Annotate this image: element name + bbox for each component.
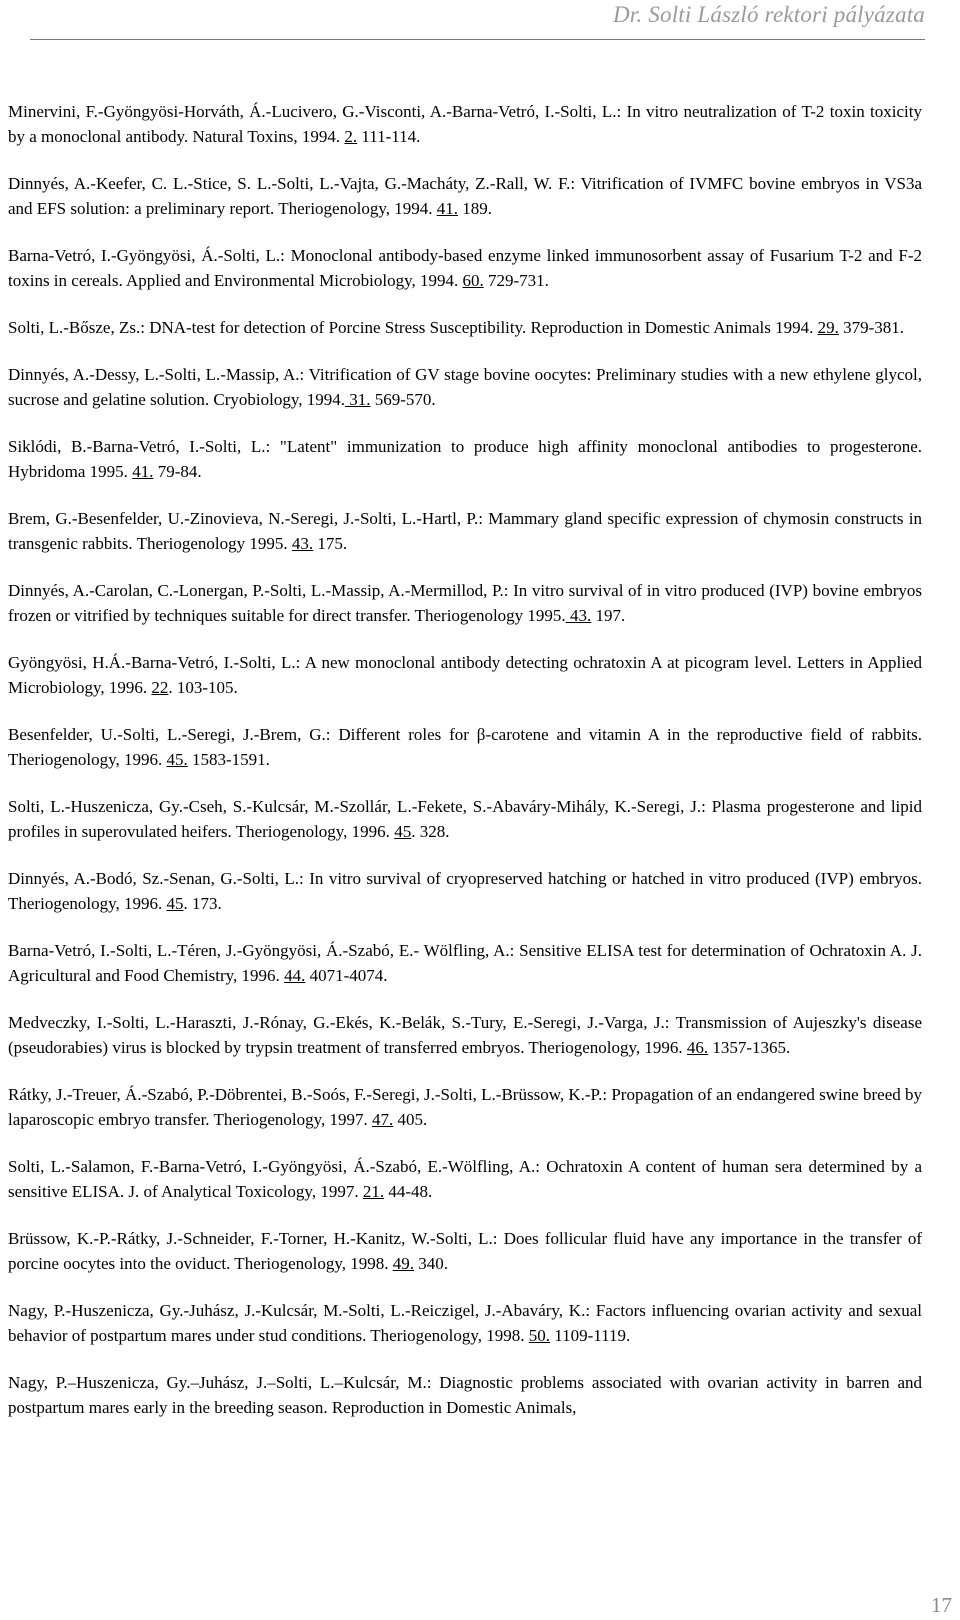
reference-volume: 43. [565, 606, 592, 625]
reference-volume: 41. [436, 199, 458, 218]
reference-text: Brüssow, K.-P.-Rátky, J.-Schneider, F.-Torner, H.-Kanitz, W.-Solti, L.: Does follicular fluid have any importance in the transfer of porcine oocytes into the oviduct. Theriogenology, 1998. [8, 1229, 922, 1273]
reference-text: Nagy, P.–Huszenicza, Gy.–Juhász, J.–Solti, L.–Kulcsár, M.: Diagnostic problems associated with ovarian activity in barren and postpartum mares early in the breeding season. Reproduction in Domestic Animals, [8, 1373, 922, 1417]
reference-volume: 45 [394, 822, 412, 841]
reference-volume: 43. [291, 534, 314, 553]
reference-volume: 31. [344, 390, 371, 409]
reference-volume: 50. [528, 1326, 551, 1345]
reference-pages: 379-381. [838, 318, 905, 337]
reference-volume: 21. [362, 1182, 385, 1201]
header-title: Dr. Solti László rektori pályázata [613, 2, 925, 27]
reference-text: Dinnyés, A.-Carolan, C.-Lonergan, P.-Solti, L.-Massip, A.-Mermillod, P.: In vitro survival of in vitro produced (IVP) bovine embryos frozen or vitrified by techniques suitable for direct transfer. Theriogenology 1995. [8, 581, 922, 625]
reference-item [8, 99, 922, 149]
reference-item [8, 434, 922, 484]
reference-text: Rátky, J.-Treuer, Á.-Szabó, P.-Döbrentei, B.-Soós, F.-Seregi, J.-Solti, L.-Brüssow, K.-P.: Propagation of an endangered swine breed by laparoscopic embryo transfer. Theriogenology, 1997. [8, 1085, 922, 1129]
reference-pages: . 328. [411, 822, 450, 841]
reference-item [8, 1010, 922, 1060]
reference-item [8, 171, 922, 221]
reference-item [8, 866, 922, 916]
reference-text: Dinnyés, A.-Bodó, Sz.-Senan, G.-Solti, L.: In vitro survival of cryopreserved hatching or hatched in vitro produced (IVP) embryos. Theriogenology, 1996. [8, 869, 922, 913]
reference-pages: 1357-1365. [708, 1038, 791, 1057]
reference-volume: 2. [344, 127, 358, 146]
reference-text: Dinnyés, A.-Keefer, C. L.-Stice, S. L.-Solti, L.-Vajta, G.-Macháty, Z.-Rall, W. F.: Vitrification of IVMFC bovine embryos in VS3a and EFS solution: a preliminary report. Theriogenology, 1994. [8, 174, 922, 218]
reference-item [8, 578, 922, 628]
reference-volume: 46. [686, 1038, 709, 1057]
reference-pages: 405. [393, 1110, 428, 1129]
reference-item [8, 506, 922, 556]
reference-pages: 340. [414, 1254, 449, 1273]
reference-item [8, 722, 922, 772]
reference-pages: 729-731. [483, 271, 549, 290]
reference-item [8, 315, 922, 340]
reference-volume: 41. [132, 462, 154, 481]
reference-volume: 44. [284, 966, 306, 985]
reference-volume: 49. [392, 1254, 415, 1273]
reference-pages: . 173. [183, 894, 222, 913]
reference-item [8, 794, 922, 844]
reference-pages: . 103-105. [168, 678, 238, 697]
reference-text: Solti, L.-Bősze, Zs.: DNA-test for detection of Porcine Stress Susceptibility. Reproduction in Domestic Animals 1994. [8, 318, 818, 337]
reference-pages: 111-114. [357, 127, 421, 146]
reference-volume: 29. [817, 318, 839, 337]
reference-text: Medveczky, I.-Solti, L.-Haraszti, J.-Rónay, G.-Ekés, K.-Belák, S.-Tury, E.-Seregi, J.-Varga, J.: Transmission of Aujeszky's disease (pseudorabies) virus is blocked by trypsin treatment of transferred embryos. Theriogenology, 1996. [8, 1013, 922, 1057]
reference-volume: 45 [166, 894, 184, 913]
reference-item [8, 1298, 922, 1348]
reference-text: Gyöngyösi, H.Á.-Barna-Vetró, I.-Solti, L.: A new monoclonal antibody detecting ochratoxin A at picogram level. Letters in Applied Microbiology, 1996. [8, 653, 922, 697]
reference-pages: 175. [313, 534, 348, 553]
reference-item [8, 1082, 922, 1132]
reference-text: Solti, L.-Huszenicza, Gy.-Cseh, S.-Kulcsár, M.-Szollár, L.-Fekete, S.-Abaváry-Mihály, K.-Seregi, J.: Plasma progesterone and lipid profiles in superovulated heifers. Theriogenology, 1996. [8, 797, 922, 841]
reference-pages: 4071-4074. [305, 966, 388, 985]
reference-item [8, 1226, 922, 1276]
reference-item [8, 938, 922, 988]
reference-item [8, 362, 922, 412]
page-number: 17 [931, 1593, 952, 1617]
reference-list [8, 99, 922, 1442]
reference-text: Barna-Vetró, I.-Gyöngyösi, Á.-Solti, L.: Monoclonal antibody-based enzyme linked immunosorbent assay of Fusarium T-2 and F-2 toxins in cereals. Applied and Environmental Microbiology, 1994. [8, 246, 922, 290]
reference-pages: 189. [457, 199, 492, 218]
reference-volume: 45. [166, 750, 188, 769]
reference-volume: 22 [151, 678, 169, 697]
reference-text: Brem, G.-Besenfelder, U.-Zinovieva, N.-Seregi, J.-Solti, L.-Hartl, P.: Mammary gland specific expression of chymosin constructs in transgenic rabbits. Theriogenology 1995. [8, 509, 922, 553]
reference-item [8, 1370, 922, 1420]
reference-pages: 79-84. [153, 462, 202, 481]
reference-item [8, 1154, 922, 1204]
reference-text: Dinnyés, A.-Dessy, L.-Solti, L.-Massip, A.: Vitrification of GV stage bovine oocytes: Preliminary studies with a new ethylene glycol, sucrose and gelatine solution. Cryobiology, 1994. [8, 365, 922, 409]
reference-volume: 60. [462, 271, 484, 290]
reference-text: Minervini, F.-Gyöngyösi-Horváth, Á.-Lucivero, G.-Visconti, A.-Barna-Vetró, I.-Solti, L.: In vitro neutralization of T-2 toxin toxicity by a monoclonal antibody. Natural Toxins, 1994. [8, 102, 922, 146]
reference-pages: 1583-1591. [187, 750, 270, 769]
page-header [30, 0, 925, 40]
reference-item [8, 243, 922, 293]
reference-text: Barna-Vetró, I.-Solti, L.-Téren, J.-Gyöngyösi, Á.-Szabó, E.- Wölfling, A.: Sensitive ELISA test for determination of Ochratoxin A. J. Agricultural and Food Chemistry, 1996. [8, 941, 922, 985]
reference-text: Siklódi, B.-Barna-Vetró, I.-Solti, L.: "Latent" immunization to produce high affinity monoclonal antibodies to progesterone. Hybridoma 1995. [8, 437, 922, 481]
reference-volume: 47. [371, 1110, 394, 1129]
reference-pages: 44-48. [384, 1182, 433, 1201]
reference-pages: 1109-1119. [550, 1326, 631, 1345]
reference-item [8, 650, 922, 700]
reference-text: Solti, L.-Salamon, F.-Barna-Vetró, I.-Gyöngyösi, Á.-Szabó, E.-Wölfling, A.: Ochratoxin A content of human sera determined by a sensitive ELISA. J. of Analytical Toxicology, 1997. [8, 1157, 922, 1201]
reference-text: Nagy, P.-Huszenicza, Gy.-Juhász, J.-Kulcsár, M.-Solti, L.-Reiczigel, J.-Abaváry, K.: Factors influencing ovarian activity and sexual behavior of postpartum mares under stud conditions. Theriogenology, 1998. [8, 1301, 922, 1345]
reference-pages: 569-570. [370, 390, 436, 409]
reference-text: Besenfelder, U.-Solti, L.-Seregi, J.-Brem, G.: Different roles for β-carotene and vitamin A in the reproductive field of rabbits. Theriogenology, 1996. [8, 725, 922, 769]
reference-pages: 197. [591, 606, 626, 625]
